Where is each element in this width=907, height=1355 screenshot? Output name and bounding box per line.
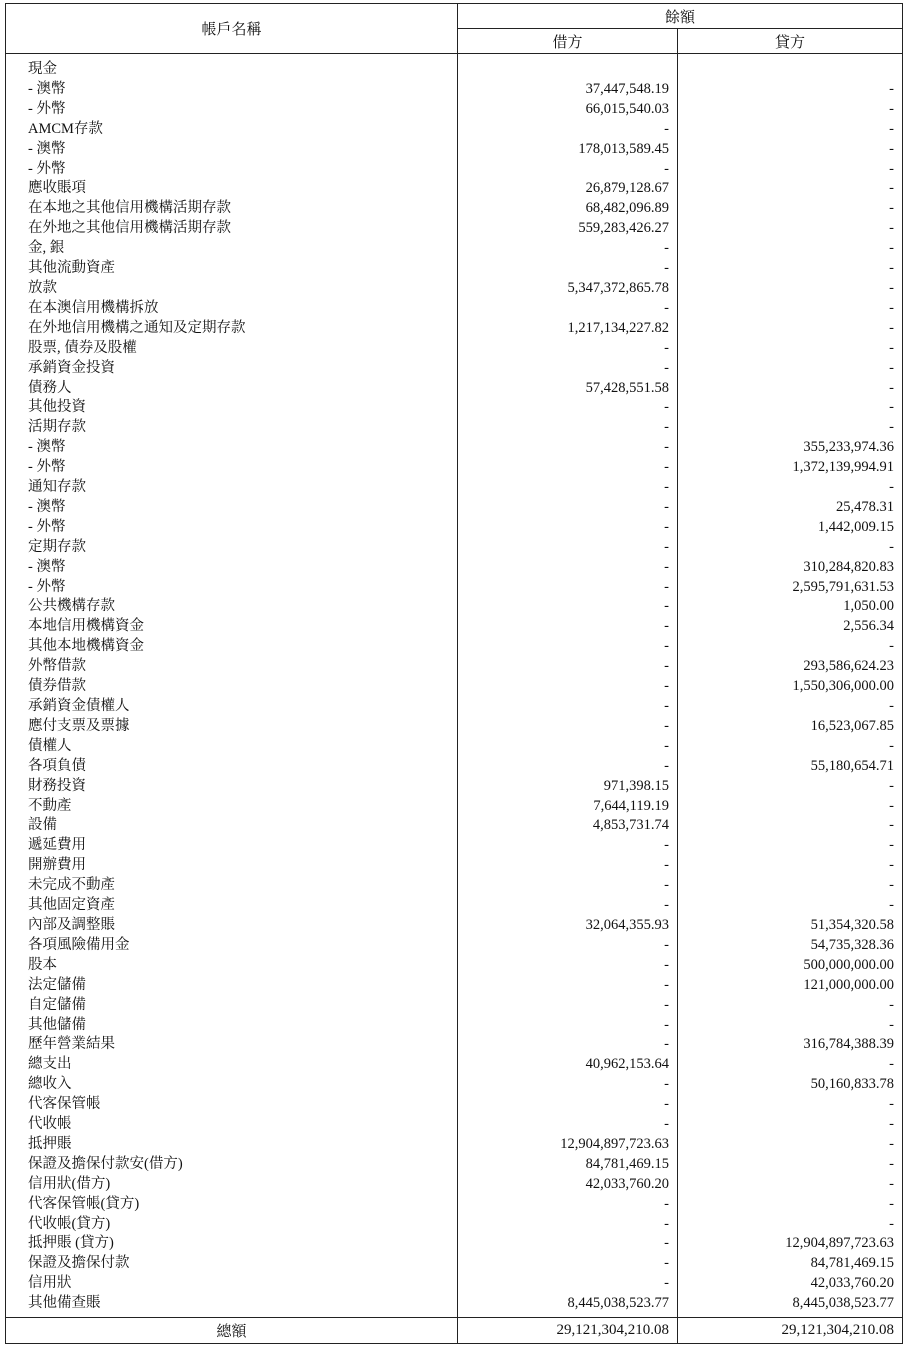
- debit-cell: -: [458, 856, 678, 876]
- account-name-cell: 債權人: [6, 737, 458, 757]
- credit-cell: -: [678, 120, 903, 140]
- table-row: [6, 100, 903, 120]
- table-row: [6, 1075, 903, 1095]
- table-row: [6, 279, 903, 299]
- credit-cell: 1,442,009.15: [678, 518, 903, 538]
- account-name-cell: - 外幣: [6, 160, 458, 180]
- credit-cell: -: [678, 219, 903, 239]
- header-debit: 借方: [458, 29, 678, 54]
- debit-cell: -: [458, 359, 678, 379]
- credit-cell: -: [678, 836, 903, 856]
- debit-cell: -: [458, 239, 678, 259]
- credit-cell: -: [678, 199, 903, 219]
- table-row: [6, 398, 903, 418]
- credit-cell: -: [678, 319, 903, 339]
- debit-cell: -: [458, 697, 678, 717]
- debit-cell: -: [458, 418, 678, 438]
- account-name-cell: 歷年營業結果: [6, 1035, 458, 1055]
- table-row: [6, 797, 903, 817]
- credit-cell: 316,784,388.39: [678, 1035, 903, 1055]
- table-row: [6, 259, 903, 279]
- credit-cell: 84,781,469.15: [678, 1254, 903, 1274]
- debit-cell: 57,428,551.58: [458, 379, 678, 399]
- table-row: [6, 239, 903, 259]
- credit-cell: -: [678, 1115, 903, 1135]
- debit-cell: -: [458, 617, 678, 637]
- table-row: [6, 1254, 903, 1274]
- header-credit: 貸方: [678, 29, 903, 54]
- credit-cell: -: [678, 80, 903, 100]
- credit-cell: -: [678, 637, 903, 657]
- credit-cell: 12,904,897,723.63: [678, 1234, 903, 1254]
- table-row: [6, 1274, 903, 1294]
- credit-cell: -: [678, 1215, 903, 1235]
- debit-cell: -: [458, 896, 678, 916]
- account-name-cell: 債券借款: [6, 677, 458, 697]
- account-name-cell: 股票, 債券及股權: [6, 339, 458, 359]
- account-name-cell: 在本澳信用機構拆放: [6, 299, 458, 319]
- table-row: [6, 1195, 903, 1215]
- debit-cell: -: [458, 996, 678, 1016]
- table-row: [6, 1175, 903, 1195]
- debit-cell: -: [458, 956, 678, 976]
- credit-cell: -: [678, 259, 903, 279]
- account-name-cell: 公共機構存款: [6, 597, 458, 617]
- debit-cell: -: [458, 558, 678, 578]
- credit-cell: 1,372,139,994.91: [678, 458, 903, 478]
- table-row: [6, 856, 903, 876]
- debit-cell: -: [458, 1195, 678, 1215]
- credit-cell: -: [678, 1135, 903, 1155]
- account-name-cell: 承銷資金債權人: [6, 697, 458, 717]
- table-row: [6, 677, 903, 697]
- account-name-cell: 在外地信用機構之通知及定期存款: [6, 319, 458, 339]
- debit-cell: 8,445,038,523.77: [458, 1294, 678, 1317]
- table-row: [6, 538, 903, 558]
- credit-cell: -: [678, 856, 903, 876]
- credit-cell: -: [678, 1095, 903, 1115]
- table-row: [6, 299, 903, 319]
- debit-cell: 1,217,134,227.82: [458, 319, 678, 339]
- credit-cell: 1,550,306,000.00: [678, 677, 903, 697]
- debit-cell: [458, 54, 678, 80]
- credit-cell: -: [678, 160, 903, 180]
- table-row: [6, 80, 903, 100]
- account-name-cell: 股本: [6, 956, 458, 976]
- debit-cell: -: [458, 1016, 678, 1036]
- debit-cell: -: [458, 458, 678, 478]
- table-row: [6, 1155, 903, 1175]
- credit-cell: 25,478.31: [678, 498, 903, 518]
- table-row: [6, 777, 903, 797]
- table-row: [6, 438, 903, 458]
- credit-cell: -: [678, 1175, 903, 1195]
- table-row: [6, 1016, 903, 1036]
- debit-cell: 68,482,096.89: [458, 199, 678, 219]
- debit-cell: -: [458, 498, 678, 518]
- account-name-cell: 保證及擔保付款安(借方): [6, 1155, 458, 1175]
- table-row: [6, 737, 903, 757]
- account-name-cell: 活期存款: [6, 418, 458, 438]
- table-row: [6, 876, 903, 896]
- table-row: [6, 657, 903, 677]
- table-row: [6, 140, 903, 160]
- total-row: [6, 1318, 903, 1344]
- account-name-cell: 信用狀: [6, 1274, 458, 1294]
- credit-cell: -: [678, 797, 903, 817]
- credit-cell: -: [678, 538, 903, 558]
- debit-cell: -: [458, 597, 678, 617]
- trial-balance-sheet: [5, 3, 902, 1344]
- account-name-cell: 在外地之其他信用機構活期存款: [6, 219, 458, 239]
- account-name-cell: 代客保管帳(貸方): [6, 1195, 458, 1215]
- credit-cell: -: [678, 279, 903, 299]
- account-name-cell: 內部及調整賬: [6, 916, 458, 936]
- debit-cell: -: [458, 1274, 678, 1294]
- account-name-cell: 其他本地機構資金: [6, 637, 458, 657]
- account-name-cell: 其他儲備: [6, 1016, 458, 1036]
- account-name-cell: - 外幣: [6, 458, 458, 478]
- account-name-cell: 應收賬項: [6, 179, 458, 199]
- table-row: [6, 458, 903, 478]
- header-balance: 餘額: [458, 4, 903, 29]
- debit-cell: -: [458, 637, 678, 657]
- account-name-cell: 抵押賬: [6, 1135, 458, 1155]
- credit-cell: -: [678, 339, 903, 359]
- account-name-cell: 金, 銀: [6, 239, 458, 259]
- debit-cell: -: [458, 657, 678, 677]
- credit-cell: 42,033,760.20: [678, 1274, 903, 1294]
- table-row: [6, 896, 903, 916]
- account-name-cell: 總支出: [6, 1055, 458, 1075]
- account-rows: [6, 54, 903, 1318]
- debit-cell: -: [458, 398, 678, 418]
- account-name-cell: 不動產: [6, 797, 458, 817]
- credit-cell: -: [678, 777, 903, 797]
- table-row: [6, 1115, 903, 1135]
- debit-cell: -: [458, 578, 678, 598]
- credit-cell: 121,000,000.00: [678, 976, 903, 996]
- table-row: [6, 617, 903, 637]
- account-name-cell: 現金: [6, 54, 458, 80]
- debit-cell: -: [458, 1254, 678, 1274]
- debit-cell: 40,962,153.64: [458, 1055, 678, 1075]
- credit-cell: 355,233,974.36: [678, 438, 903, 458]
- debit-cell: 4,853,731.74: [458, 816, 678, 836]
- table-row: [6, 996, 903, 1016]
- credit-cell: -: [678, 100, 903, 120]
- credit-cell: -: [678, 1195, 903, 1215]
- debit-cell: -: [458, 259, 678, 279]
- credit-cell: -: [678, 398, 903, 418]
- debit-cell: -: [458, 876, 678, 896]
- debit-cell: 26,879,128.67: [458, 179, 678, 199]
- debit-cell: -: [458, 717, 678, 737]
- debit-cell: 37,447,548.19: [458, 80, 678, 100]
- account-name-cell: - 澳幣: [6, 558, 458, 578]
- account-name-cell: - 澳幣: [6, 140, 458, 160]
- debit-cell: -: [458, 1234, 678, 1254]
- table-row: [6, 219, 903, 239]
- account-name-cell: 各項負債: [6, 757, 458, 777]
- account-name-cell: 外幣借款: [6, 657, 458, 677]
- table-row: [6, 379, 903, 399]
- account-name-cell: 信用狀(借方): [6, 1175, 458, 1195]
- table-row: [6, 518, 903, 538]
- trial-balance-table: [5, 3, 903, 1344]
- credit-cell: -: [678, 478, 903, 498]
- table-row: [6, 418, 903, 438]
- credit-cell: -: [678, 1155, 903, 1175]
- account-name-cell: - 澳幣: [6, 438, 458, 458]
- table-row: [6, 1095, 903, 1115]
- table-row: [6, 359, 903, 379]
- account-name-cell: 其他流動資產: [6, 259, 458, 279]
- debit-cell: -: [458, 677, 678, 697]
- credit-cell: -: [678, 418, 903, 438]
- credit-cell: 1,050.00: [678, 597, 903, 617]
- account-name-cell: 設備: [6, 816, 458, 836]
- table-row: [6, 916, 903, 936]
- account-name-cell: 保證及擔保付款: [6, 1254, 458, 1274]
- table-row: [6, 836, 903, 856]
- table-row: [6, 1215, 903, 1235]
- debit-cell: 66,015,540.03: [458, 100, 678, 120]
- table-row: [6, 816, 903, 836]
- table-row: [6, 637, 903, 657]
- debit-cell: -: [458, 1035, 678, 1055]
- table-row: [6, 339, 903, 359]
- account-name-cell: 代收帳: [6, 1115, 458, 1135]
- debit-cell: -: [458, 518, 678, 538]
- credit-cell: -: [678, 876, 903, 896]
- table-row: [6, 1294, 903, 1317]
- account-name-cell: 通知存款: [6, 478, 458, 498]
- credit-cell: -: [678, 697, 903, 717]
- table-row: [6, 120, 903, 140]
- credit-cell: 55,180,654.71: [678, 757, 903, 777]
- account-name-cell: - 外幣: [6, 578, 458, 598]
- debit-cell: -: [458, 299, 678, 319]
- account-name-cell: 放款: [6, 279, 458, 299]
- debit-cell: -: [458, 757, 678, 777]
- credit-cell: -: [678, 239, 903, 259]
- debit-cell: -: [458, 1215, 678, 1235]
- debit-cell: -: [458, 936, 678, 956]
- credit-cell: -: [678, 359, 903, 379]
- credit-cell: 500,000,000.00: [678, 956, 903, 976]
- account-name-cell: 開辦費用: [6, 856, 458, 876]
- account-name-cell: 承銷資金投資: [6, 359, 458, 379]
- credit-cell: 50,160,833.78: [678, 1075, 903, 1095]
- table-row: [6, 1135, 903, 1155]
- table-row: [6, 498, 903, 518]
- table-row: [6, 697, 903, 717]
- debit-cell: 84,781,469.15: [458, 1155, 678, 1175]
- total-credit: 29,121,304,210.08: [678, 1318, 903, 1344]
- credit-cell: 2,595,791,631.53: [678, 578, 903, 598]
- account-name-cell: - 外幣: [6, 100, 458, 120]
- credit-cell: -: [678, 379, 903, 399]
- credit-cell: 8,445,038,523.77: [678, 1294, 903, 1317]
- debit-cell: -: [458, 438, 678, 458]
- debit-cell: -: [458, 339, 678, 359]
- account-name-cell: 其他固定資產: [6, 896, 458, 916]
- credit-cell: -: [678, 996, 903, 1016]
- debit-cell: -: [458, 836, 678, 856]
- account-name-cell: 法定儲備: [6, 976, 458, 996]
- credit-cell: -: [678, 299, 903, 319]
- credit-cell: 16,523,067.85: [678, 717, 903, 737]
- account-name-cell: - 澳幣: [6, 498, 458, 518]
- debit-cell: 7,644,119.19: [458, 797, 678, 817]
- account-name-cell: 抵押賬 (貸方): [6, 1234, 458, 1254]
- debit-cell: 178,013,589.45: [458, 140, 678, 160]
- account-name-cell: 在本地之其他信用機構活期存款: [6, 199, 458, 219]
- account-name-cell: 財務投資: [6, 777, 458, 797]
- credit-cell: 54,735,328.36: [678, 936, 903, 956]
- debit-cell: 5,347,372,865.78: [458, 279, 678, 299]
- debit-cell: -: [458, 120, 678, 140]
- table-row: [6, 976, 903, 996]
- debit-cell: 971,398.15: [458, 777, 678, 797]
- debit-cell: -: [458, 1075, 678, 1095]
- credit-cell: 51,354,320.58: [678, 916, 903, 936]
- credit-cell: 293,586,624.23: [678, 657, 903, 677]
- table-row: [6, 578, 903, 598]
- total-debit: 29,121,304,210.08: [458, 1318, 678, 1344]
- table-row: [6, 717, 903, 737]
- credit-cell: -: [678, 737, 903, 757]
- debit-cell: -: [458, 160, 678, 180]
- debit-cell: -: [458, 976, 678, 996]
- credit-cell: -: [678, 1055, 903, 1075]
- account-name-cell: 代收帳(貸方): [6, 1215, 458, 1235]
- total-label: 總額: [6, 1318, 458, 1344]
- account-name-cell: 本地信用機構資金: [6, 617, 458, 637]
- credit-cell: -: [678, 179, 903, 199]
- table-row: [6, 478, 903, 498]
- debit-cell: 559,283,426.27: [458, 219, 678, 239]
- table-row: [6, 558, 903, 578]
- credit-cell: -: [678, 1016, 903, 1036]
- account-name-cell: 自定儲備: [6, 996, 458, 1016]
- debit-cell: 32,064,355.93: [458, 916, 678, 936]
- credit-cell: -: [678, 140, 903, 160]
- account-name-cell: 應付支票及票據: [6, 717, 458, 737]
- table-row: [6, 199, 903, 219]
- table-row: [6, 179, 903, 199]
- table-row: [6, 936, 903, 956]
- credit-cell: 2,556.34: [678, 617, 903, 637]
- account-name-cell: 其他備查賬: [6, 1294, 458, 1317]
- account-name-cell: 定期存款: [6, 538, 458, 558]
- header-account-name: 帳戶名稱: [6, 4, 458, 54]
- account-name-cell: 代客保管帳: [6, 1095, 458, 1115]
- table-row: [6, 1234, 903, 1254]
- table-row: [6, 1035, 903, 1055]
- table-row: [6, 1055, 903, 1075]
- credit-cell: 310,284,820.83: [678, 558, 903, 578]
- debit-cell: -: [458, 478, 678, 498]
- debit-cell: -: [458, 1095, 678, 1115]
- account-name-cell: AMCM存款: [6, 120, 458, 140]
- table-row: [6, 757, 903, 777]
- table-row: [6, 597, 903, 617]
- account-name-cell: 總收入: [6, 1075, 458, 1095]
- account-name-cell: - 澳幣: [6, 80, 458, 100]
- debit-cell: -: [458, 538, 678, 558]
- account-name-cell: 債務人: [6, 379, 458, 399]
- account-name-cell: 各項風險備用金: [6, 936, 458, 956]
- debit-cell: -: [458, 737, 678, 757]
- credit-cell: -: [678, 896, 903, 916]
- debit-cell: -: [458, 1115, 678, 1135]
- table-row: [6, 54, 903, 80]
- credit-cell: [678, 54, 903, 80]
- credit-cell: -: [678, 816, 903, 836]
- account-name-cell: - 外幣: [6, 518, 458, 538]
- table-row: [6, 160, 903, 180]
- account-name-cell: 未完成不動產: [6, 876, 458, 896]
- table-row: [6, 319, 903, 339]
- account-name-cell: 遞延費用: [6, 836, 458, 856]
- debit-cell: 12,904,897,723.63: [458, 1135, 678, 1155]
- debit-cell: 42,033,760.20: [458, 1175, 678, 1195]
- table-row: [6, 956, 903, 976]
- account-name-cell: 其他投資: [6, 398, 458, 418]
